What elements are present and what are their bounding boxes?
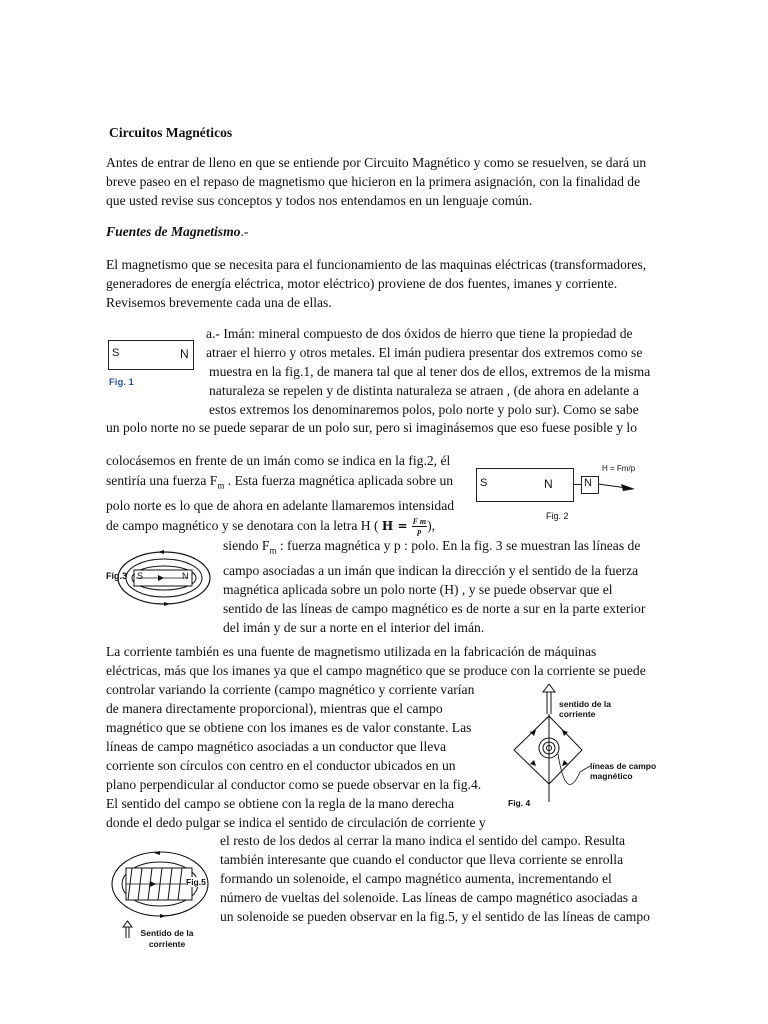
text-line: el resto de los dedos al cerrar la mano indica el sentido del campo. Resulta	[220, 833, 626, 848]
text-line: del imán y de sur a norte en el interior del imán.	[223, 619, 485, 635]
formula-fraction	[412, 517, 427, 536]
force-arrow-icon	[597, 476, 637, 492]
south-pole-label: S	[137, 571, 144, 581]
south-pole-label: S	[480, 477, 488, 489]
intro-paragraph	[106, 153, 646, 210]
text-line: de manera directamente proporcional), mientras que el campo	[106, 701, 443, 716]
section-heading	[106, 223, 248, 242]
text-line: magnética aplicada sobre un polo norte (H) , y se puede observar que el	[223, 581, 613, 597]
text-line	[106, 471, 454, 496]
figure-2	[474, 462, 674, 526]
formula-lhs: H =	[381, 518, 412, 533]
text-line: eléctricas, más que los imanes ya que el campo magnético que se produce con la corriente se puede	[106, 663, 646, 678]
north-pole-label: N	[180, 347, 189, 361]
figure-caption: Fig. 1	[109, 377, 134, 388]
figure-caption: Fig. 2	[546, 511, 569, 521]
text-line: polo norte es lo que de ahora en adelante llamaremos intensidad	[106, 497, 455, 513]
figure-5	[106, 838, 216, 958]
text-line: un polo norte no se puede separar de un polo sur, pero si imaginásemos que eso fuese posible y lo	[106, 420, 637, 435]
south-pole-label: S	[112, 347, 120, 359]
current-direction-label: sentido de la corriente	[559, 699, 611, 719]
text-line	[106, 516, 454, 536]
paragraph-iman	[206, 324, 650, 419]
field-lines-label: líneas de campo magnético	[590, 761, 657, 781]
text-run: sentiría una fuerza F	[106, 473, 218, 488]
text-line: plano perpendicular al conductor como se puede observar en la fig.4.	[106, 777, 482, 792]
magnet-bar	[476, 468, 574, 502]
section-heading-suffix: .-	[240, 224, 249, 239]
subscript: m	[217, 480, 225, 491]
text-line: Antes de entrar de lleno en que se entiende por Circuito Magnético y como se resuelven, se dará un	[106, 155, 647, 170]
formula-denominator: p	[417, 527, 422, 537]
text-line: colocásemos en frente de un imán como se indica en la fig.2, él	[106, 453, 451, 468]
section-heading-text: Fuentes de Magnetismo	[106, 224, 241, 239]
text-line: El sentido del campo se obtiene con la regla de la mano derecha	[106, 796, 455, 811]
text-line: a.- Imán: mineral compuesto de dos óxidos de hierro que tiene la propiedad de	[206, 326, 633, 341]
page-title: Circuitos Magnéticos	[109, 125, 233, 140]
text-line: Revisemos brevemente cada una de ellas.	[106, 295, 332, 310]
paragraph-solenoide	[220, 831, 650, 926]
paragraph-lineas-iman	[223, 536, 645, 637]
text-line: un solenoide se pueden observar en la fig.5, y el sentido de las líneas de campo	[220, 909, 650, 924]
text-line: muestra en la fig.1, de manera tal que al tener dos de ellos, extremos de la misma	[209, 364, 651, 379]
paragraph-sources	[106, 255, 646, 312]
text-line: magnético que se obtiene con los imanes es de valor constante. Las	[106, 720, 472, 735]
figure-1	[106, 340, 196, 392]
text-line: naturaleza se repelen y de distinta naturaleza se atraen , (de ahora en adelante a	[209, 383, 639, 398]
paragraph-intensidad	[106, 451, 454, 536]
isolated-north-pole-label: N	[584, 477, 592, 489]
current-direction-label: Sentido de la corriente	[140, 928, 194, 949]
text-line: breve paseo en el repaso de magnetismo que hicieron en la primera asignación, con la finalidad de	[106, 174, 641, 189]
text-run: . Esta fuerza magnética aplicada sobre un	[224, 473, 454, 488]
text-run: : fuerza magnética y p : polo. En la fig. 3 se muestran las líneas de	[276, 538, 641, 553]
formula-numerator: F m	[412, 517, 427, 527]
text-line: campo asociadas a un imán que indican la dirección y el sentido de la fuerza	[223, 562, 639, 578]
text-line: corriente son círculos con centro en el conductor ubicados en un	[106, 758, 456, 773]
text-run: de campo magnético y se denotara con la letra H (	[106, 517, 382, 533]
text-line: que usted revise sus conceptos y todos nos entendamos en un lenguaje común.	[106, 193, 533, 208]
connector-line	[573, 484, 581, 485]
north-pole-label: N	[544, 477, 553, 491]
text-line: número de vueltas del solenoide. Las líneas de campo magnético asociadas a	[220, 890, 638, 905]
force-label: H = Fm/p	[602, 464, 636, 473]
subscript: m	[269, 545, 277, 556]
figure-3	[106, 542, 218, 614]
figure-4	[506, 684, 676, 814]
figure-caption: Fig. 4	[508, 798, 531, 808]
text-line: generadores de energía eléctrica, motor eléctrico) proviene de dos fuentes, imanes y corriente.	[106, 276, 618, 291]
text-run: ),	[427, 517, 436, 533]
text-line	[223, 536, 645, 561]
text-line: controlar variando la corriente (campo magnético y corriente varían	[106, 682, 475, 697]
text-line: La corriente también es una fuente de magnetismo utilizada en la fabricación de máquinas	[106, 644, 597, 659]
text-line: formando un solenoide, el campo magnético aumenta, incrementando el	[220, 871, 612, 886]
north-pole-label: N	[182, 571, 189, 581]
figure-caption: Fig.3	[106, 571, 128, 581]
text-line: estos extremos los denominaremos polos, polo norte y polo sur). Como se sabe	[209, 402, 639, 417]
text-line: líneas de campo magnético asociadas a un conductor que lleva	[106, 739, 447, 754]
text-line: sentido de las líneas de campo magnético es de norte a sur en la parte exterior	[223, 600, 646, 616]
text-line: también interesante que cuando el conductor que lleva corriente se enrolla	[220, 852, 624, 867]
text-line: donde el dedo pulgar se indica el sentido de circulación de corriente y	[106, 815, 486, 830]
figure-caption: Fig.5	[186, 877, 206, 887]
text-line: El magnetismo que se necesita para el funcionamiento de las maquinas eléctricas (transformadores,	[106, 257, 647, 272]
text-line: atraer el hierro y otros metales. El imán pudiera presentar dos extremos como se	[206, 345, 643, 360]
text-run: siendo F	[223, 538, 270, 553]
